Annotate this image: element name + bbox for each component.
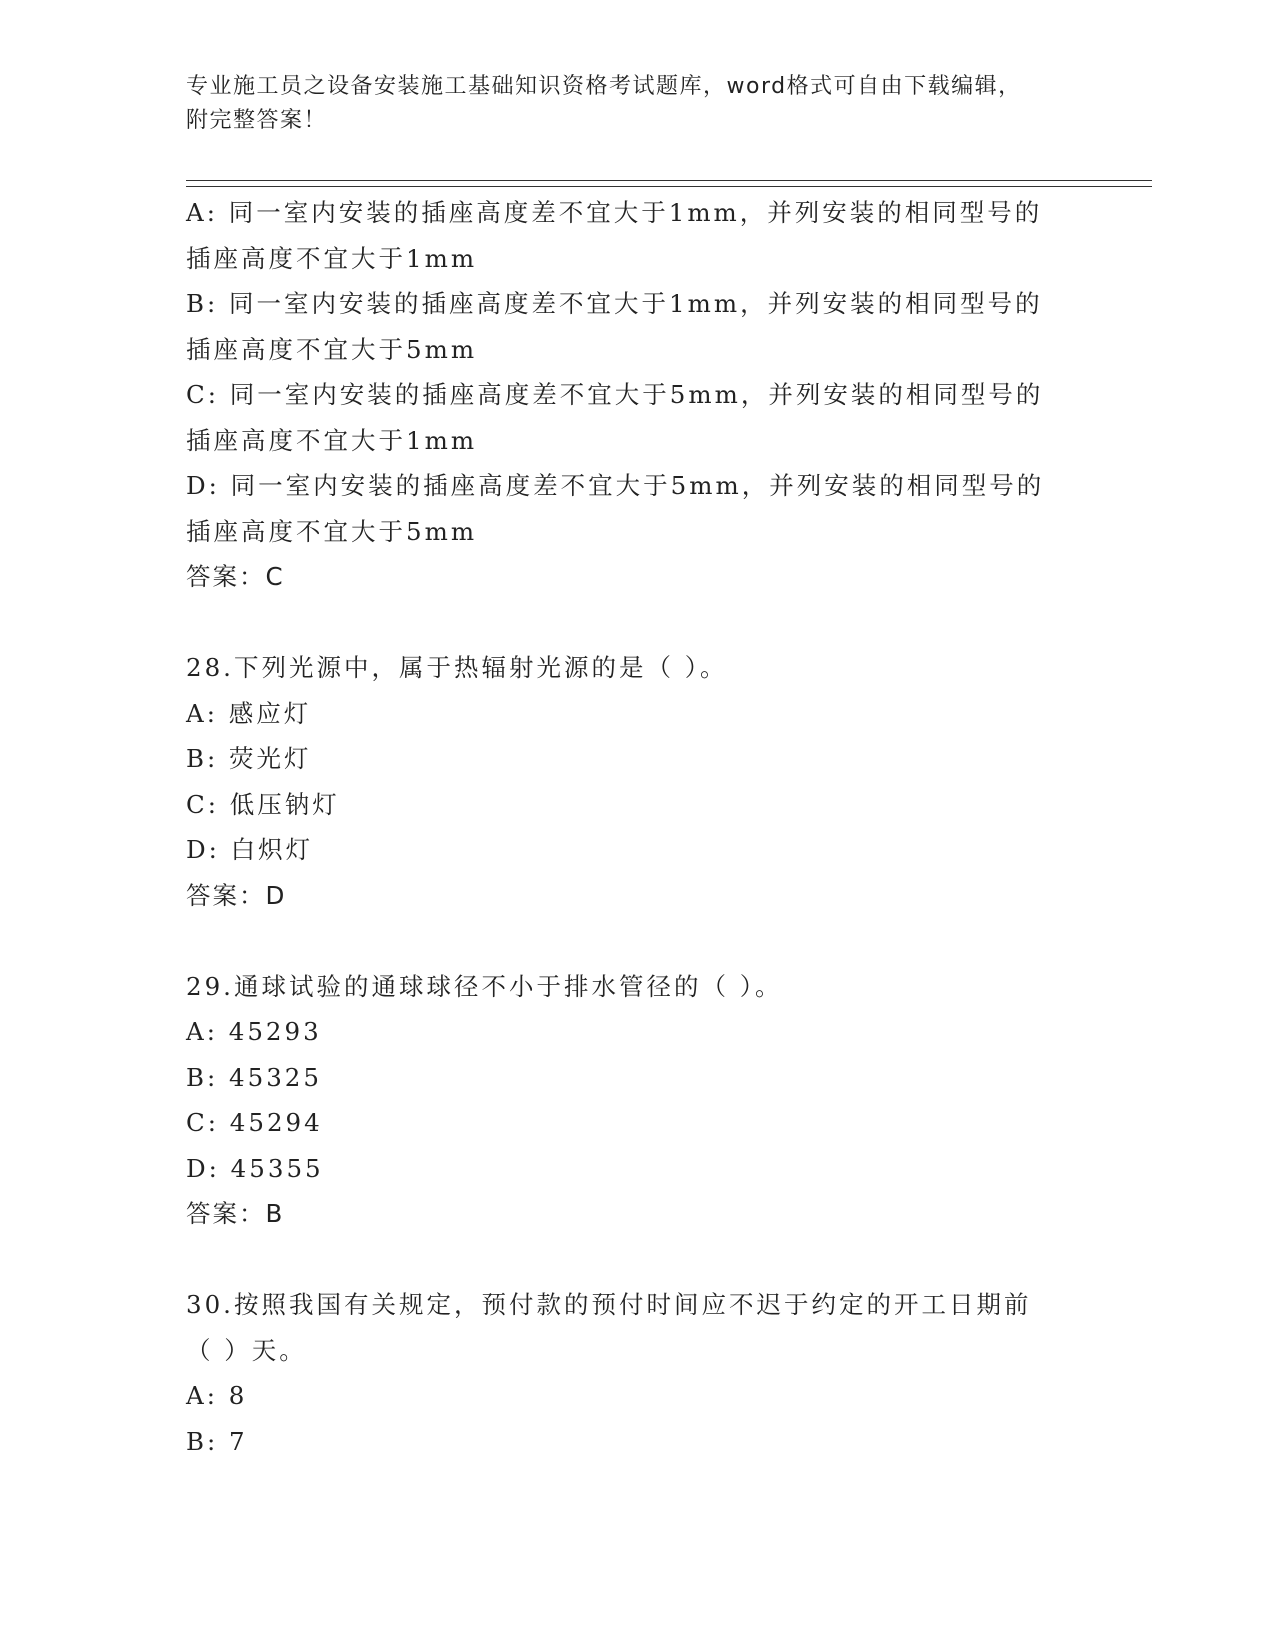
header-divider-bottom [186,186,1152,187]
q30-option-a: A: 8 [186,1381,248,1410]
q28-option-b: B: 荧光灯 [186,744,312,773]
q28-option-c: C: 低压钠灯 [186,789,340,819]
q27-option-c-line-2: 插座高度不宜大于1mm [186,425,478,455]
q30-question-line-2: （ ）天。 [186,1335,307,1365]
q29-question: 29.通球试验的通球球径不小于排水管径的（ ）。 [186,971,783,1001]
q29-answer: 答案：B [186,1199,285,1228]
q28-option-a: A: 感应灯 [186,698,312,728]
q27-option-d-line-2: 插座高度不宜大于5mm [186,516,478,546]
q27-option-a-line-2: 插座高度不宜大于1mm [186,243,478,273]
q27-answer: 答案：C [186,562,285,591]
document-header [186,70,1086,138]
q28-option-d: D: 白炽灯 [186,835,314,864]
question-29 [186,964,1086,1237]
q30-option-b: B: 7 [186,1426,248,1456]
q29-option-c: C: 45294 [186,1108,323,1137]
q30-question-line-1: 30.按照我国有关规定，预付款的预付时间应不迟于约定的开工日期前 [186,1290,1032,1319]
q27-option-c-line-1: C: 同一室内安装的插座高度差不宜大于5mm，并列安装的相同型号的 [186,380,1044,409]
q29-option-a: A: 45293 [186,1017,322,1046]
spacer [186,1237,1086,1283]
spacer [186,600,1086,646]
header-line-1: 专业施工员之设备安装施工基础知识资格考试题库，word格式可自由下载编辑， [186,74,1022,99]
q27-option-a-line-1: A: 同一室内安装的插座高度差不宜大于1mm，并列安装的相同型号的 [186,198,1043,227]
header-line-2: 附完整答案！ [186,108,328,133]
q27-option-b-line-1: B: 同一室内安装的插座高度差不宜大于1mm，并列安装的相同型号的 [186,289,1043,318]
question-30 [186,1282,1086,1464]
q29-option-d: D: 45355 [186,1153,324,1183]
q28-answer: 答案：D [186,880,287,910]
header-divider-top [186,180,1152,181]
question-28 [186,645,1086,918]
q27-option-b-line-2: 插座高度不宜大于5mm [186,334,478,364]
question-list [186,190,1086,1464]
spacer [186,918,1086,964]
q29-option-b: B: 45325 [186,1062,322,1092]
q28-question: 28.下列光源中，属于热辐射光源的是（ ）。 [186,653,728,682]
q27-option-d-line-1: D: 同一室内安装的插座高度差不宜大于5mm，并列安装的相同型号的 [186,471,1045,500]
question-27 [186,190,1086,600]
